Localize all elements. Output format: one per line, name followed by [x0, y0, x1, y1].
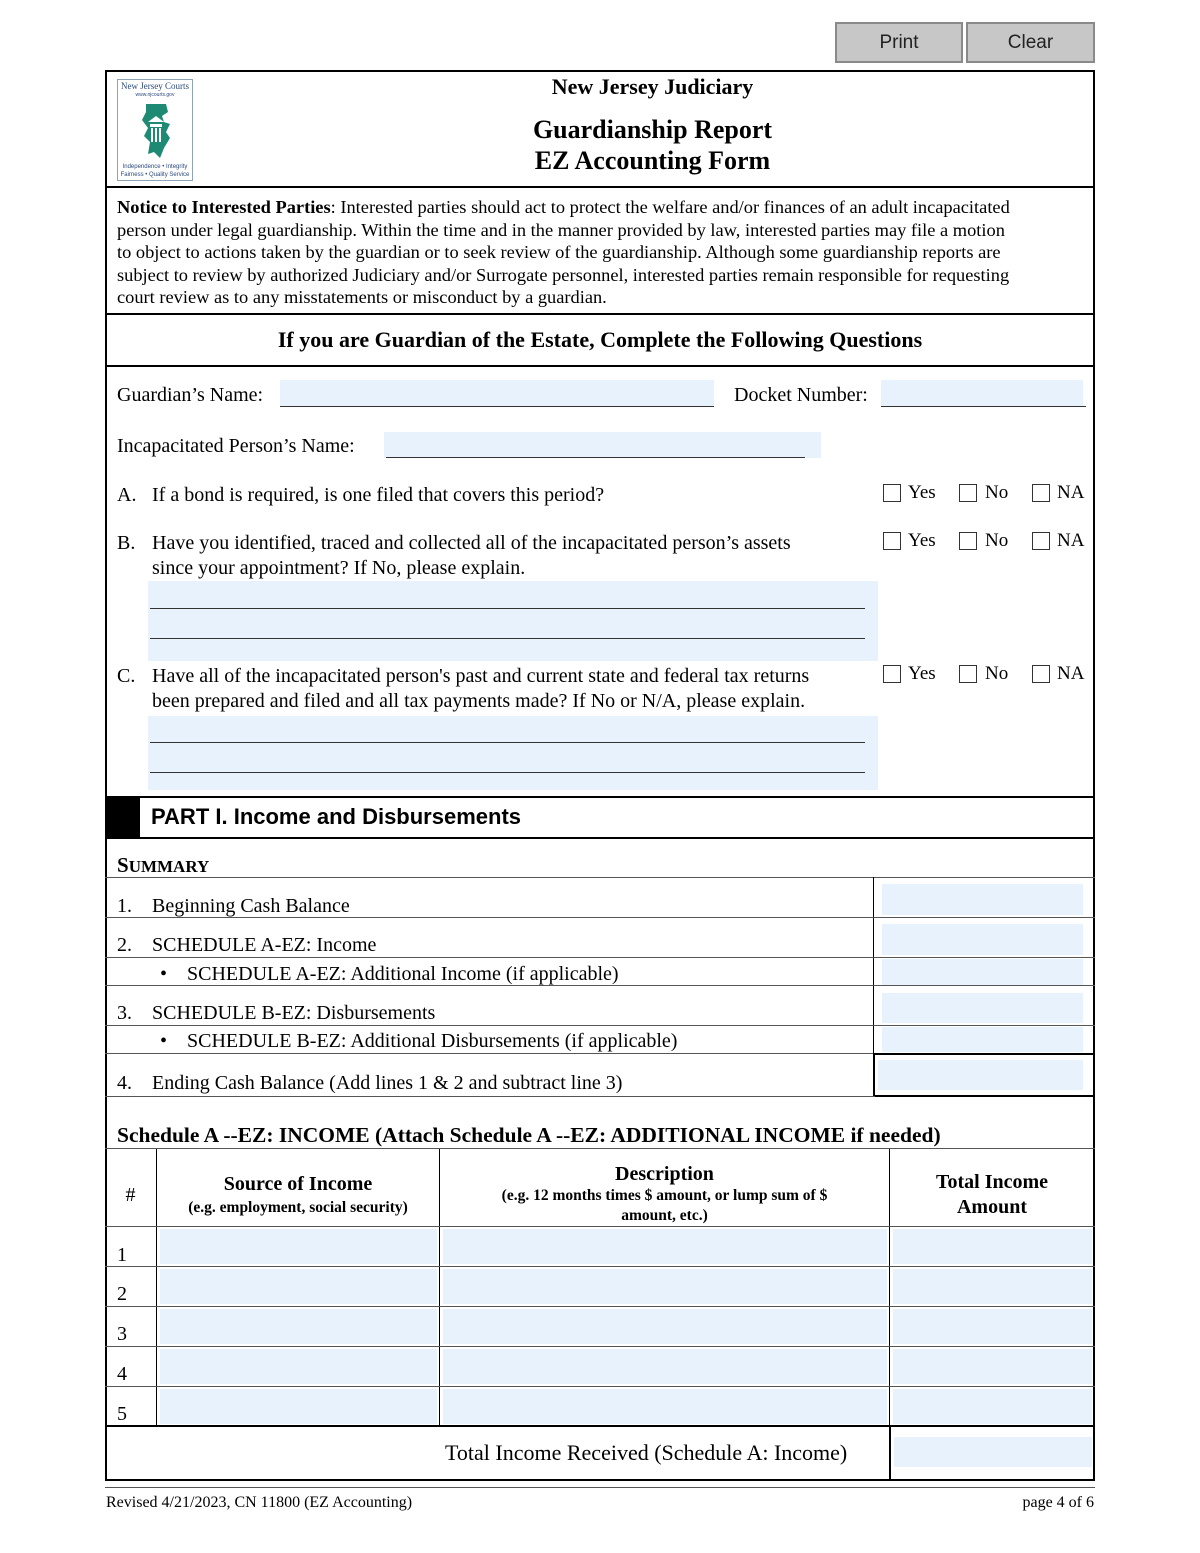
incapacitated-name-label: Incapacitated Person’s Name: — [117, 435, 355, 457]
q-a-yes-checkbox[interactable] — [883, 484, 901, 502]
notice-line-4: subject to review by authorized Judiciary and/or Surrogate personnel, interested parties remain responsible for requesting — [117, 264, 1010, 285]
docket-number-input[interactable] — [881, 380, 1083, 406]
source-input-4[interactable] — [160, 1349, 437, 1384]
col-header-description: Description — [615, 1163, 714, 1185]
col-header-source-sub: (e.g. employment, social security) — [188, 1199, 408, 1216]
total-income-input[interactable] — [894, 1437, 1092, 1467]
total-income-label: Total Income Received (Schedule A: Income) — [445, 1440, 848, 1465]
divider — [105, 1226, 1095, 1227]
logo-motto-2: Fairness • Quality Service — [120, 172, 190, 178]
q-b-no-checkbox[interactable] — [959, 532, 977, 550]
divider — [105, 365, 1095, 367]
underline — [386, 457, 805, 458]
question-b-text-2: since your appointment? If No, please explain. — [152, 557, 526, 579]
divider — [105, 837, 1095, 839]
divider — [105, 796, 1095, 798]
docket-number-label: Docket Number: — [734, 384, 868, 406]
question-a-text: If a bond is required, is one filed that covers this period? — [152, 484, 605, 506]
question-a-letter: A. — [117, 484, 137, 506]
logo-title: New Jersey Courts — [121, 81, 189, 91]
divider — [105, 1096, 875, 1097]
divider — [105, 313, 1095, 315]
divider — [105, 985, 1095, 986]
question-c-letter: C. — [117, 665, 136, 687]
guardian-name-label: Guardian’s Name: — [117, 384, 264, 406]
underline — [150, 608, 865, 609]
q-c-no-checkbox[interactable] — [959, 665, 977, 683]
divider — [105, 1306, 1095, 1307]
row-number: 1 — [117, 1244, 127, 1266]
schedule-a-heading: Schedule A --EZ: INCOME (Attach Schedule A --EZ: ADDITIONAL INCOME if needed) — [117, 1123, 941, 1147]
description-input-3[interactable] — [443, 1309, 887, 1344]
q-c-no-label: No — [985, 663, 1009, 684]
q-c-yes-label: Yes — [908, 663, 936, 684]
form-title-2: EZ Accounting Form — [534, 146, 771, 175]
amount-input-5[interactable] — [893, 1389, 1092, 1424]
q-a-na-label: NA — [1057, 482, 1085, 503]
q-a-na-checkbox[interactable] — [1032, 484, 1050, 502]
q-a-no-checkbox[interactable] — [959, 484, 977, 502]
notice-line-2: person under legal guardianship. Within the time and in the manner provided by law, interested parties may file a motion — [117, 219, 1005, 240]
logo-url: www.njcourts.gov — [135, 92, 175, 98]
summary-row-num: 3. — [117, 1002, 132, 1024]
description-input-2[interactable] — [443, 1269, 887, 1304]
q-b-yes-label: Yes — [908, 530, 936, 551]
question-b-letter: B. — [117, 532, 136, 554]
amount-input-2[interactable] — [893, 1269, 1092, 1304]
q-b-na-label: NA — [1057, 530, 1085, 551]
description-input-4[interactable] — [443, 1349, 887, 1384]
row-number: 4 — [117, 1363, 127, 1385]
summary-row-label: SCHEDULE A-EZ: Income — [152, 934, 377, 956]
source-input-2[interactable] — [160, 1269, 437, 1304]
divider — [105, 1266, 1095, 1267]
col-header-source: Source of Income — [223, 1173, 373, 1195]
summary-row-bullet: • — [160, 1030, 168, 1052]
summary-row-num: 4. — [117, 1072, 132, 1094]
form-title-1: Guardianship Report — [532, 115, 773, 144]
col-header-total-2: Amount — [956, 1196, 1027, 1218]
source-input-1[interactable] — [160, 1229, 437, 1264]
summary-row-bullet: • — [160, 963, 168, 985]
q-a-yes-label: Yes — [908, 482, 936, 503]
summary-label — [117, 853, 209, 879]
q-c-na-label: NA — [1057, 663, 1085, 684]
divider — [105, 917, 1095, 918]
summary-row-num: 1. — [117, 895, 132, 917]
q-c-explanation-input[interactable] — [148, 716, 878, 790]
schedule-b-disbursements-input[interactable] — [882, 993, 1083, 1023]
notice-line-5: court review as to any misstatements or misconduct by a guardian. — [117, 287, 607, 308]
amount-input-3[interactable] — [893, 1309, 1092, 1344]
col-header-total-1: Total Income — [935, 1171, 1049, 1193]
summary-row-num: 2. — [117, 934, 132, 956]
q-c-na-checkbox[interactable] — [1032, 665, 1050, 683]
col-header-num: # — [125, 1184, 136, 1206]
divider — [105, 877, 1095, 878]
q-b-na-checkbox[interactable] — [1032, 532, 1050, 550]
source-input-3[interactable] — [160, 1309, 437, 1344]
footer-divider — [105, 1487, 1095, 1488]
schedule-b-additional-input[interactable] — [882, 1027, 1083, 1052]
underline — [280, 406, 714, 407]
underline — [150, 772, 865, 773]
section-heading: If you are Guardian of the Estate, Complete the Following Questions — [277, 327, 923, 352]
q-b-yes-checkbox[interactable] — [883, 532, 901, 550]
divider — [105, 1346, 1095, 1347]
question-b-text-1: Have you identified, traced and collected all of the incapacitated person’s assets — [152, 532, 791, 554]
description-input-5[interactable] — [443, 1389, 887, 1424]
clear-button[interactable]: Clear — [966, 22, 1095, 63]
summary-row-label: SCHEDULE B-EZ: Additional Disbursements (if applicable) — [187, 1030, 678, 1052]
amount-input-4[interactable] — [893, 1349, 1092, 1384]
divider — [105, 1025, 1095, 1026]
print-button[interactable]: Print — [835, 22, 963, 63]
schedule-a-additional-input[interactable] — [882, 959, 1083, 985]
divider — [105, 186, 1095, 188]
part-marker — [106, 797, 140, 837]
notice-line-1: : Interested parties should act to protect the welfare and/or finances of an adult incapacitated — [330, 197, 1010, 217]
schedule-a-income-input[interactable] — [882, 924, 1083, 955]
underline — [881, 406, 1086, 407]
beginning-cash-balance-input[interactable] — [882, 884, 1083, 915]
footer-revision: Revised 4/21/2023, CN 11800 (EZ Accounting) — [106, 1494, 413, 1511]
underline — [150, 742, 865, 743]
divider — [105, 1148, 1095, 1149]
divider — [105, 1386, 1095, 1387]
notice-line-3: to object to actions taken by the guardian or to seek review of the guardianship. Although some guardianship reports are — [117, 242, 1001, 263]
q-a-no-label: No — [985, 482, 1009, 503]
org-name: New Jersey Judiciary — [551, 74, 754, 99]
part-1-title: PART I. Income and Disbursements — [151, 804, 522, 829]
notice-block — [117, 196, 1087, 309]
underline — [150, 638, 865, 639]
footer-page-number: page 4 of 6 — [1022, 1494, 1094, 1511]
summary-row-label: SCHEDULE A-EZ: Additional Income (if applicable) — [187, 963, 619, 985]
summary-row-label: SCHEDULE B-EZ: Disbursements — [152, 1002, 436, 1024]
description-input-1[interactable] — [443, 1229, 887, 1264]
summary-label-rest: UMMARY — [128, 857, 210, 876]
logo-motto-1: Independence • Integrity — [122, 164, 188, 170]
row-number: 5 — [117, 1403, 127, 1425]
summary-label-initial: S — [117, 853, 129, 877]
nj-state-icon — [136, 102, 176, 160]
divider — [105, 957, 1095, 958]
row-number: 3 — [117, 1323, 127, 1345]
amount-input-1[interactable] — [893, 1229, 1092, 1264]
col-header-description-sub-2: amount, etc.) — [621, 1207, 708, 1224]
guardian-name-input[interactable] — [280, 380, 714, 406]
notice-label: Notice to Interested Parties — [117, 197, 331, 217]
summary-row-label: Beginning Cash Balance — [152, 895, 350, 917]
question-c-text-1: Have all of the incapacitated person's past and current state and federal tax returns — [152, 665, 810, 687]
q-b-no-label: No — [985, 530, 1009, 551]
incapacitated-name-input[interactable] — [384, 432, 821, 458]
ending-cash-balance-input[interactable] — [878, 1060, 1083, 1090]
q-b-explanation-input[interactable] — [148, 581, 878, 661]
summary-row-label: Ending Cash Balance (Add lines 1 & 2 and subtract line 3) — [152, 1072, 623, 1094]
row-number: 2 — [117, 1283, 127, 1305]
nj-courts-logo — [117, 79, 193, 181]
col-header-description-sub-1: (e.g. 12 months times $ amount, or lump sum of $ — [501, 1187, 828, 1204]
question-c-text-2: been prepared and filed and all tax payments made? If No or N/A, please explain. — [152, 690, 806, 712]
q-c-yes-checkbox[interactable] — [883, 665, 901, 683]
source-input-5[interactable] — [160, 1389, 437, 1424]
